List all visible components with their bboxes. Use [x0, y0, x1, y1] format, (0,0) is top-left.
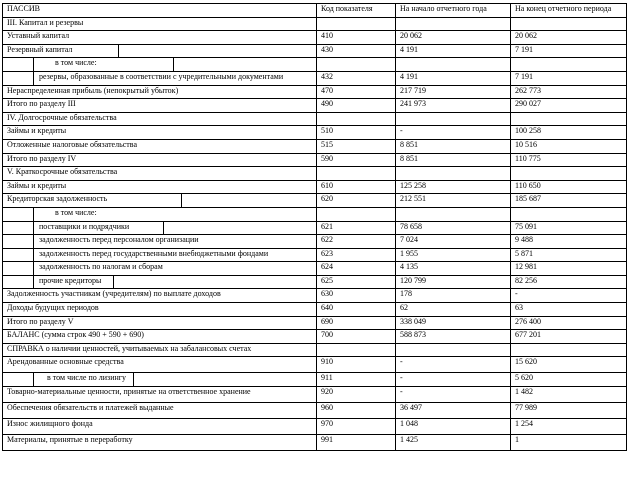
table-row: [3, 403, 627, 419]
table-row: [3, 139, 627, 153]
cell-divider: [181, 194, 182, 207]
row-code: 624: [317, 262, 396, 276]
row-end: 7 191: [511, 71, 627, 85]
row-name: V. Краткосрочные обязательства: [7, 167, 118, 177]
row-end: 77 989: [511, 403, 627, 419]
cell-divider: [33, 276, 34, 289]
row-code: [317, 17, 396, 31]
table-row: [3, 44, 627, 58]
row-end: [511, 112, 627, 126]
row-end: [511, 207, 627, 221]
table-row: [3, 357, 627, 373]
row-code: 690: [317, 316, 396, 330]
table-row: [3, 17, 627, 31]
row-code: 620: [317, 194, 396, 208]
table-row: [3, 419, 627, 435]
row-code: 623: [317, 248, 396, 262]
row-start: 8 851: [396, 139, 511, 153]
row-code: [317, 167, 396, 181]
row-name: поставщики и подрядчики: [39, 221, 130, 231]
row-start: 1 048: [396, 419, 511, 435]
table-row: [3, 153, 627, 167]
cell-divider: [113, 276, 114, 289]
cell-divider: [33, 249, 34, 262]
row-end: 12 981: [511, 262, 627, 276]
row-end: 7 191: [511, 44, 627, 58]
row-start: -: [396, 373, 511, 387]
row-start: 8 851: [396, 153, 511, 167]
row-name: задолженность перед государственными внебюджетными фондами: [39, 248, 269, 258]
row-code: 410: [317, 31, 396, 45]
cell-divider: [173, 58, 174, 71]
row-name: Материалы, принятые в переработку: [7, 435, 133, 445]
table-row: [3, 235, 627, 249]
row-name: Износ жилищного фонда: [7, 419, 93, 429]
row-end: [511, 58, 627, 72]
row-start: 20 062: [396, 31, 511, 45]
row-start: [396, 167, 511, 181]
cell-divider: [163, 222, 164, 235]
row-end: [511, 343, 627, 357]
header-start: На начало отчетного года: [396, 4, 511, 18]
row-end: 5 620: [511, 373, 627, 387]
table-row: [3, 207, 627, 221]
row-end: 20 062: [511, 31, 627, 45]
table-row: [3, 167, 627, 181]
table-row: [3, 435, 627, 451]
row-code: 470: [317, 85, 396, 99]
row-end: 185 687: [511, 194, 627, 208]
row-start: [396, 112, 511, 126]
row-start: 1 425: [396, 435, 511, 451]
table-row: [3, 31, 627, 45]
cell-divider: [118, 45, 119, 58]
row-start: [396, 58, 511, 72]
table-row: [3, 221, 627, 235]
cell-divider: [133, 373, 134, 386]
header-section: ПАССИВ: [3, 4, 317, 18]
row-end: 1: [511, 435, 627, 451]
cell-divider: [33, 208, 34, 221]
row-code: [317, 58, 396, 72]
table-row: [3, 71, 627, 85]
row-name: задолженность по налогам и сборам: [39, 262, 163, 272]
header-code: Код показателя: [317, 4, 396, 18]
row-code: 490: [317, 99, 396, 113]
cell-divider: [33, 72, 34, 85]
row-start: 125 258: [396, 180, 511, 194]
row-code: 991: [317, 435, 396, 451]
row-start: 7 024: [396, 235, 511, 249]
row-name: Арендованные основные средства: [7, 357, 124, 367]
row-code: 630: [317, 289, 396, 303]
row-start: 4 191: [396, 71, 511, 85]
row-code: 625: [317, 275, 396, 289]
row-code: 911: [317, 373, 396, 387]
row-name: Задолженность участникам (учредителям) по выплате доходов: [7, 289, 221, 299]
row-name: в том числе:: [55, 207, 97, 217]
row-start: 120 799: [396, 275, 511, 289]
row-end: 110 775: [511, 153, 627, 167]
row-name: прочие кредиторы: [39, 275, 102, 285]
row-start: -: [396, 387, 511, 403]
cell-divider: [33, 262, 34, 275]
table-row: [3, 194, 627, 208]
table-row: [3, 180, 627, 194]
row-name: Займы и кредиты: [7, 180, 67, 190]
row-start: 36 497: [396, 403, 511, 419]
row-name: задолженность перед персоналом организации: [39, 235, 199, 245]
row-end: 290 027: [511, 99, 627, 113]
row-start: 4 135: [396, 262, 511, 276]
row-start: [396, 17, 511, 31]
row-start: 178: [396, 289, 511, 303]
row-start: 62: [396, 303, 511, 317]
row-end: 100 258: [511, 126, 627, 140]
liabilities-table: [2, 3, 627, 451]
row-name: Нераспределенная прибыль (непокрытый убыток): [7, 85, 179, 95]
row-name: СПРАВКА о наличии ценностей, учитываемых на забалансовых счетах: [7, 343, 252, 353]
table-row: [3, 275, 627, 289]
row-end: 1 254: [511, 419, 627, 435]
row-end: 15 620: [511, 357, 627, 373]
row-code: 610: [317, 180, 396, 194]
table-row: [3, 303, 627, 317]
table-row: [3, 126, 627, 140]
row-end: 110 650: [511, 180, 627, 194]
header-end: На конец отчетного периода: [511, 4, 627, 18]
table-row: [3, 316, 627, 330]
row-name: Обеспечения обязательств и платежей выданные: [7, 403, 174, 413]
row-start: 78 658: [396, 221, 511, 235]
row-code: 920: [317, 387, 396, 403]
row-name: Займы и кредиты: [7, 126, 67, 136]
row-name: Доходы будущих периодов: [7, 303, 99, 313]
row-start: -: [396, 357, 511, 373]
row-code: 622: [317, 235, 396, 249]
row-start: 241 973: [396, 99, 511, 113]
row-start: [396, 343, 511, 357]
row-start: 588 873: [396, 330, 511, 344]
row-start: 212 551: [396, 194, 511, 208]
table-row: [3, 262, 627, 276]
cell-divider: [33, 235, 34, 248]
row-name: IV. Долгосрочные обязательства: [7, 112, 117, 122]
row-code: 910: [317, 357, 396, 373]
row-end: [511, 17, 627, 31]
row-name: Итого по разделу III: [7, 99, 76, 109]
row-name: III. Капитал и резервы: [7, 17, 84, 27]
row-name: Итого по разделу V: [7, 316, 74, 326]
row-code: 960: [317, 403, 396, 419]
header-row: [3, 4, 627, 18]
cell-divider: [33, 222, 34, 235]
row-end: 9 488: [511, 235, 627, 249]
row-start: [396, 207, 511, 221]
row-name: БАЛАНС (сумма строк 490 + 590 + 690): [7, 330, 144, 340]
row-end: 262 773: [511, 85, 627, 99]
row-name: Товарно-материальные ценности, принятые на ответственное хранение: [7, 387, 251, 397]
row-name: Отложенные налоговые обязательства: [7, 139, 138, 149]
table-row: [3, 85, 627, 99]
row-name: в том числе:: [55, 58, 97, 68]
row-code: [317, 112, 396, 126]
table-row: [3, 112, 627, 126]
row-code: 430: [317, 44, 396, 58]
cell-divider: [33, 373, 34, 386]
row-code: 970: [317, 419, 396, 435]
row-code: 640: [317, 303, 396, 317]
table-row: [3, 387, 627, 403]
row-end: 10 516: [511, 139, 627, 153]
row-code: 590: [317, 153, 396, 167]
row-name: Уставный капитал: [7, 31, 70, 41]
row-code: 432: [317, 71, 396, 85]
row-end: [511, 167, 627, 181]
cell-divider: [33, 58, 34, 71]
row-end: -: [511, 289, 627, 303]
row-code: 515: [317, 139, 396, 153]
row-code: 621: [317, 221, 396, 235]
row-end: 677 201: [511, 330, 627, 344]
table-row: [3, 289, 627, 303]
row-start: 217 719: [396, 85, 511, 99]
row-name: Кредиторская задолженность: [7, 194, 108, 204]
row-name: в том числе по лизингу: [47, 373, 127, 383]
row-start: 1 955: [396, 248, 511, 262]
row-code: 510: [317, 126, 396, 140]
row-name: Резервный капитал: [7, 44, 73, 54]
row-end: 75 091: [511, 221, 627, 235]
row-start: 4 191: [396, 44, 511, 58]
row-end: 63: [511, 303, 627, 317]
row-end: 276 400: [511, 316, 627, 330]
row-code: 700: [317, 330, 396, 344]
table-row: [3, 343, 627, 357]
row-code: [317, 343, 396, 357]
row-name: Итого по разделу IV: [7, 153, 77, 163]
table-row: [3, 330, 627, 344]
table-row: [3, 373, 627, 387]
table-row: [3, 248, 627, 262]
row-code: [317, 207, 396, 221]
table-row: [3, 58, 627, 72]
row-end: 82 256: [511, 275, 627, 289]
row-end: 1 482: [511, 387, 627, 403]
row-start: 338 049: [396, 316, 511, 330]
row-name: резервы, образованные в соответствии с учредительными документами: [39, 71, 284, 81]
row-end: 5 871: [511, 248, 627, 262]
table-row: [3, 99, 627, 113]
row-start: -: [396, 126, 511, 140]
